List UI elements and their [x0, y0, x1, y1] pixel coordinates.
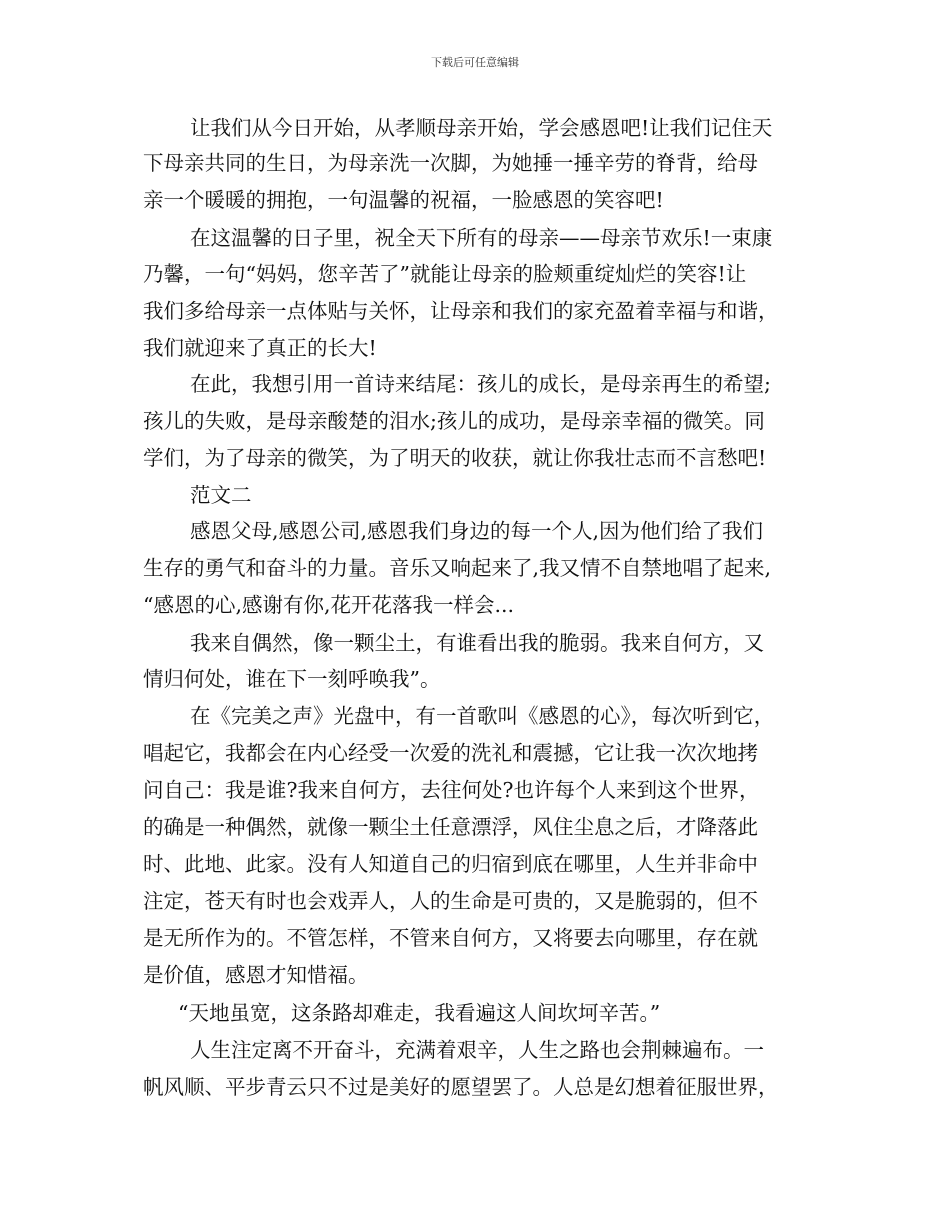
text-line: 亲一个暖暖的拥抱，一句温馨的祝福，一脸感恩的笑容吧!	[143, 188, 664, 212]
text-line: 是价值，感恩才知惜福。	[143, 963, 369, 987]
text-line: 的确是一种偶然，就像一颗尘土任意漂浮，风住尘息之后，才降落此	[143, 815, 758, 839]
text-line: 在此，我想引用一首诗来结尾：孩儿的成长，是母亲再生的希望;	[190, 372, 771, 396]
text-line: 时、此地、此家。没有人知道自己的归宿到底在哪里，人生并非命中	[143, 852, 758, 876]
text-line: 人生注定离不开奋斗，充满着艰辛，人生之路也会荆棘遍布。一	[190, 1038, 764, 1062]
text-line: 孩儿的失败，是母亲酸楚的泪水;孩儿的成功，是母亲幸福的微笑。同	[143, 409, 765, 433]
text-line: 帆风顺、平步青云只不过是美好的愿望罢了。人总是幻想着征服世界，	[143, 1075, 779, 1099]
text-line: 让我们从今日开始，从孝顺母亲开始，学会感恩吧!让我们记住天	[190, 116, 773, 140]
text-line: 注定，苍天有时也会戏弄人，人的生命是可贵的，又是脆弱的，但不	[143, 889, 758, 913]
text-line: 在这温馨的日子里，祝全天下所有的母亲——母亲节欢乐!一束康	[190, 226, 773, 250]
text-line: 学们，为了母亲的微笑，为了明天的收获，就让你我壮志而不言愁吧!	[143, 446, 767, 470]
text-line: 在《完美之声》光盘中，有一首歌叫《感恩的心》，每次听到它，	[190, 704, 775, 728]
page-header: 下载后可任意编辑	[431, 56, 519, 69]
text-line: “天地虽宽，这条路却难走，我看遍这人间坎坷辛苦。”	[178, 1001, 661, 1025]
text-line: 感恩父母,感恩公司,感恩我们身边的每一个人,因为他们给了我们	[190, 519, 764, 543]
text-line: 乃馨，一句“妈妈，您辛苦了”就能让母亲的脸颊重绽灿烂的笑容!让	[143, 262, 747, 286]
section-title: 范文二	[190, 483, 252, 507]
text-line: “感恩的心,感谢有你,花开花落我一样会...	[143, 593, 515, 617]
text-line: 我们就迎来了真正的长大!	[143, 336, 377, 360]
text-line: 我们多给母亲一点体贴与关怀，让母亲和我们的家充盈着幸福与和谐，	[143, 299, 779, 323]
text-line: 生存的勇气和奋斗的力量。音乐又响起来了,我又情不自禁地唱了起来,	[143, 556, 772, 580]
text-line: 是无所作为的。不管怎样，不管来自何方，又将要去向哪里，存在就	[143, 926, 758, 950]
text-line: 下母亲共同的生日，为母亲洗一次脚，为她捶一捶辛劳的脊背，给母	[143, 151, 758, 175]
text-line: 我来自偶然，像一颗尘土，有谁看出我的脆弱。我来自何方，又	[190, 631, 764, 655]
text-line: 唱起它，我都会在内心经受一次爱的洗礼和震撼，它让我一次次地拷	[143, 741, 758, 765]
text-line: 问自己：我是谁?我来自何方，去往何处?也许每个人来到这个世界，	[143, 778, 760, 802]
text-line: 情归何处，谁在下一刻呼唤我”。	[143, 667, 441, 691]
